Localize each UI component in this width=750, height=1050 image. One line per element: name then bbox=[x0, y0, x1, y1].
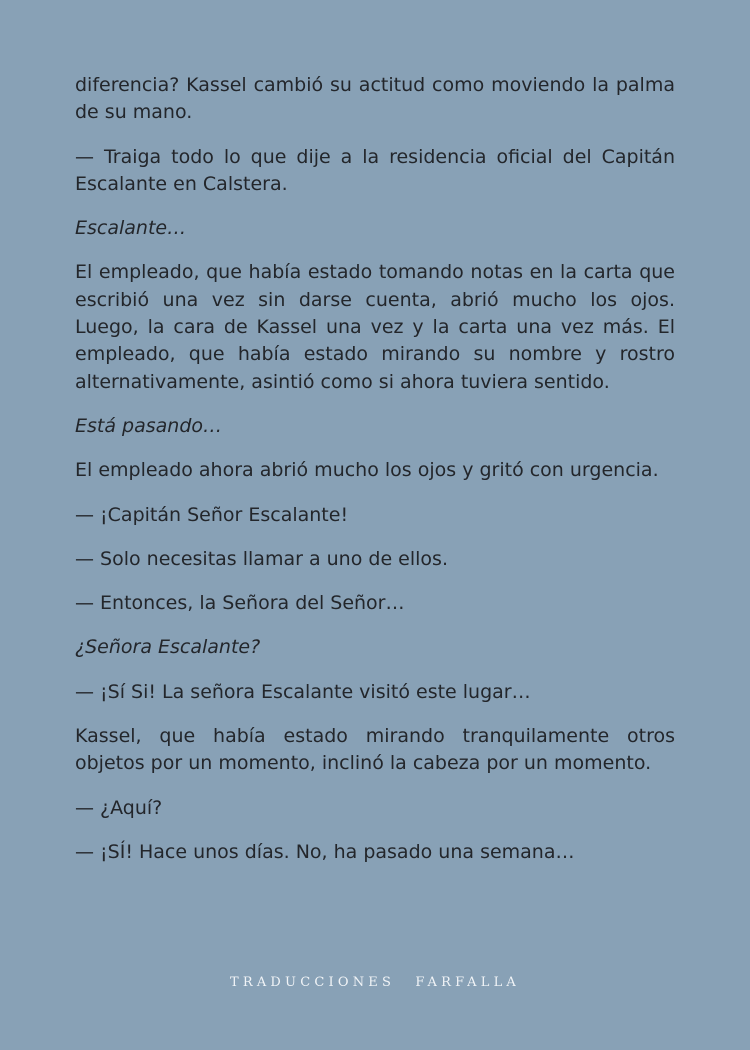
page-body bbox=[75, 72, 675, 883]
dialogue-line: — Entonces, la Señora del Señor… bbox=[75, 592, 405, 615]
dialogue-line: — ¿Aquí? bbox=[75, 796, 163, 819]
dialogue-line: — Solo necesitas llamar a uno de ellos. bbox=[75, 547, 448, 570]
dialogue-line: — ¡SÍ! Hace unos días. No, ha pasado una semana… bbox=[75, 840, 575, 863]
paragraph: Kassel, que había estado mirando tranquilamente otros objetos por un momento, inclinó la cabeza por un momento. bbox=[75, 725, 675, 775]
italic-thought: ¿Señora Escalante? bbox=[75, 636, 261, 659]
paragraph: — Traiga todo lo que dije a la residencia oficial del Capitán Escalante en Calstera. bbox=[75, 145, 675, 195]
dialogue-line: — ¡Sí Si! La señora Escalante visitó este lugar… bbox=[75, 680, 531, 703]
paragraph: El empleado, que había estado tomando notas en la carta que escribió una vez sin darse cuenta, abrió mucho los ojos. Luego, la cara de Kassel una vez y la carta una vez más. El empleado, que había estado mirando su nombre y rostro alternativamente, asintió como si ahora tuviera sentido. bbox=[75, 261, 675, 393]
italic-thought: Está pasando… bbox=[75, 414, 223, 437]
italic-thought: Escalante… bbox=[75, 217, 187, 240]
paragraph: diferencia? Kassel cambió su actitud como moviendo la palma de su mano. bbox=[75, 74, 675, 124]
dialogue-line: — ¡Capitán Señor Escalante! bbox=[75, 503, 349, 526]
footer-credit: TRADUCCIONES FARFALLA bbox=[229, 975, 520, 990]
paragraph: El empleado ahora abrió mucho los ojos y gritó con urgencia. bbox=[75, 459, 659, 482]
